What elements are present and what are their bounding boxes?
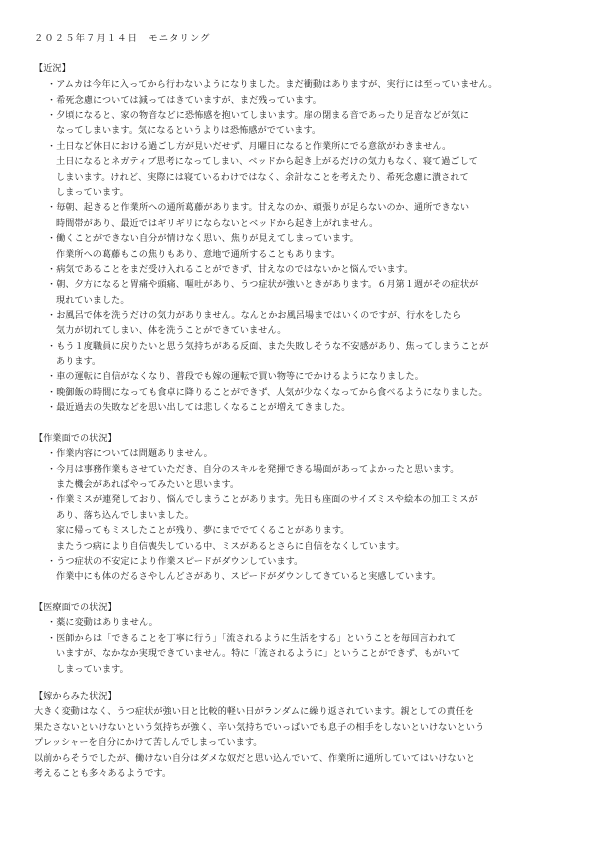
bullet-line: ・今月は事務作業もさせていただき、自分のスキルを発揮できる場面があってよかったと思います。 [47, 465, 460, 475]
continuation-line: しまっています。 [56, 665, 129, 675]
section-heading: 【嫁からみた状況】 [34, 692, 117, 702]
continuation-line: あります。 [56, 357, 102, 367]
bullet-line: ・働くことができない自分が情けなく思い、焦りが見えてしまっています。 [47, 234, 359, 244]
continuation-line: 作業所への葛藤もこの焦りもあり、意地で通所することもあります。 [56, 250, 341, 260]
paragraph-line: 大きく変動はなく、うつ症状が強い日と比較的軽い日がランダムに繰り返されています。親としての責任を [34, 707, 475, 717]
continuation-line: 家に帰ってもミスしたことが残り、夢にまででてくることがあります。 [56, 526, 350, 536]
bullet-line: ・お風呂で体を洗うだけの気力がありません。なんとかお風呂場まではいくのですが、行水をしたら [47, 311, 462, 321]
continuation-line: しまっています。 [56, 188, 129, 198]
paragraph-line: プレッシャーを自分にかけて苦しんでしまっています。 [34, 738, 263, 748]
bullet-line: ・作業ミスが連発しており、悩んでしまうことがあります。先日も座面のサイズミスや絵本の加工ミスが [47, 495, 478, 505]
bullet-line: ・作業内容については問題ありません。 [47, 449, 213, 459]
continuation-line: また機会があればやってみたいと思います。 [56, 480, 240, 490]
bullet-line: ・毎朝、起きると作業所への通所葛藤があります。甘えなのか、頑張りが足らないのか、通所できない [47, 203, 470, 213]
section-heading: 【近況】 [34, 64, 71, 74]
section-heading: 【作業面での状況】 [34, 434, 117, 444]
paragraph-line: 考えることも多々あるようです。 [34, 769, 172, 779]
continuation-line: なってしまいます。気になるというよりは恐怖感がでています。 [56, 126, 322, 136]
bullet-line: ・夕頃になると、家の物音などに恐怖感を抱いてしまいます。扉の閉まる音であったり足音などが気に [47, 111, 470, 121]
continuation-line: しまいます。けれど、実際には寝ているわけではなく、余計なことを考えたり、希死念慮に潰されて [56, 173, 469, 183]
continuation-line: 時間帯があり、最近ではギリギリにならないとベッドから起き上がれません。 [56, 219, 379, 229]
document-title: ２０２５年７月１４日 モニタリング [34, 33, 211, 44]
bullet-line: ・希死念慮については減ってはきていますが、まだ残っています。 [47, 96, 322, 106]
section-heading: 【医療面での状況】 [34, 603, 117, 613]
bullet-line: ・朝、夕方になると胃痛や頭痛、嘔吐があり、うつ症状が強いときがあります。６月第１週がその症状が [47, 280, 479, 290]
bullet-line: ・晩御飯の時間になっても食卓に降りることができず、人気が少なくなってから食べるようになりました。 [47, 388, 488, 398]
continuation-line: 気力が切れてしまい、体を洗うことができていません。 [56, 326, 287, 336]
continuation-line: 現れていました。 [56, 296, 130, 306]
bullet-line: ・医師からは「できることを丁寧に行う」「流されるように生活をする」ということを毎回言われて [47, 634, 457, 644]
paragraph-line: 果たさないといけないという気持ちが強く、辛い気持ちでいっぱいでも息子の相手をしないといけないという [34, 723, 485, 733]
paragraph-line: 以前からそうでしたが、働けない自分はダメな奴だと思い込んでいて、作業所に通所していてはいけないと [34, 754, 476, 764]
bullet-line: ・うつ症状の不安定により作業スピードがダウンしています。 [47, 557, 304, 567]
bullet-line: ・土日など休日における過ごし方が見いだせず、月曜日になると作業所にでる意欲がわきません。 [47, 142, 452, 152]
bullet-line: ・アムカは今年に入ってから行わないようになりました。まだ衝動はありますが、実行には至っていません。 [47, 80, 498, 90]
bullet-line: ・もう１度職員に戻りたいと思う気持ちがある反面、また失敗しそうな不安感があり、焦ってしまうことが [47, 342, 489, 352]
continuation-line: 作業中にも体のだるさやしんどさがあり、スピードがダウンしてきていると実感しています。 [56, 572, 442, 582]
bullet-line: ・薬に変動はありません。 [47, 618, 158, 628]
continuation-line: またうつ病により自信喪失している中、ミスがあるとさらに自信をなくしています。 [56, 542, 405, 552]
continuation-line: 土日になるとネガティブ思考になってしまい、ベッドから起き上がるだけの気力もなく、寝て過ごして [56, 157, 479, 167]
bullet-line: ・病気であることをまだ受け入れることができず、甘えなのではないかと悩んでいます。 [47, 265, 414, 275]
bullet-line: ・最近過去の失敗などを思い出しては悲しくなることが増えてきました。 [47, 403, 351, 413]
continuation-line: あり、落ち込んでしまいました。 [56, 511, 194, 521]
continuation-line: いますが、なかなか実現できていません。特に「流されるように」ということができず、もがいて [56, 649, 461, 659]
bullet-line: ・車の運転に自信がなくなり、普段でも嫁の運転で買い物等にでかけるようになりました。 [47, 372, 424, 382]
